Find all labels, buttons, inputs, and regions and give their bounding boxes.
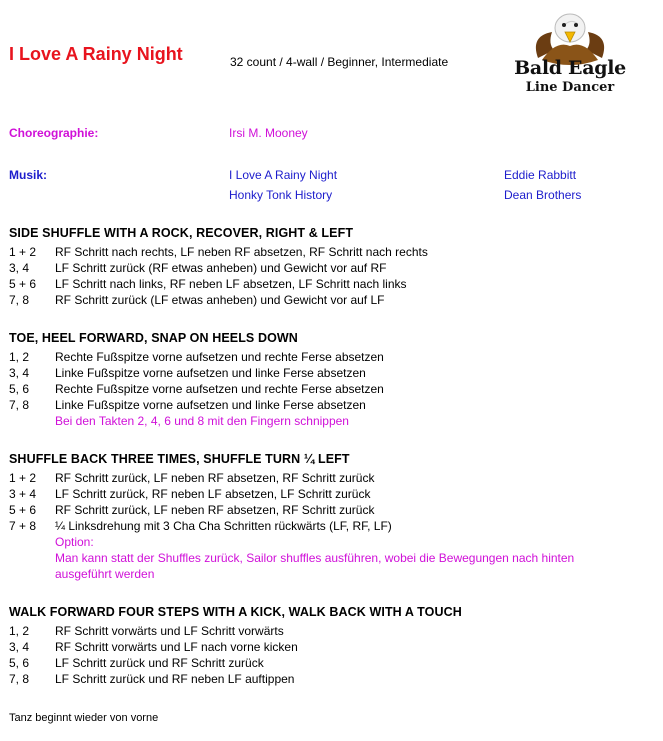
step-count: 3 + 4: [9, 487, 37, 501]
step-count: 5 + 6: [9, 503, 37, 517]
step-section-4: [9, 605, 654, 687]
logo-text-line1: Bald Eagle: [514, 57, 626, 79]
step-text: RF Schritt zurück (LF etwas anheben) und Gewicht vor auf LF: [55, 293, 385, 307]
section-heading: TOE, HEEL FORWARD, SNAP ON HEELS DOWN: [9, 331, 298, 345]
step-row: [9, 655, 654, 671]
step-text: LF Schritt zurück und RF Schritt zurück: [55, 656, 264, 670]
step-count: 3, 4: [9, 261, 30, 275]
step-section-3: [9, 452, 654, 582]
music-label: Musik:: [9, 168, 48, 182]
step-row: [9, 671, 654, 687]
step-section-2: [9, 331, 654, 429]
step-row: [9, 260, 654, 276]
step-count: 3, 4: [9, 640, 30, 654]
step-count: 5, 6: [9, 382, 30, 396]
step-text: RF Schritt nach rechts, LF neben RF absetzen, RF Schritt nach rechts: [55, 245, 428, 259]
step-row: [9, 349, 654, 365]
step-row: [9, 365, 654, 381]
choreographer-label: Choreographie:: [9, 126, 99, 140]
step-row: [9, 381, 654, 397]
step-text: Rechte Fußspitze vorne aufsetzen und rechte Ferse absetzen: [55, 350, 384, 364]
section-heading: SHUFFLE BACK THREE TIMES, SHUFFLE TURN ¼ LEFT: [9, 452, 350, 466]
logo-text-line2: Line Dancer: [525, 80, 615, 95]
step-row: [9, 470, 654, 486]
step-section-1: [9, 226, 654, 308]
step-count: 1, 2: [9, 624, 30, 638]
song-title-2: Honky Tonk History: [229, 188, 333, 202]
option-text: Man kann statt der Shuffles zurück, Sailor shuffles ausführen, wobei die Bewegungen nach hinten: [55, 551, 575, 565]
option-label: Option:: [55, 535, 94, 549]
step-row: [9, 486, 654, 502]
step-text: Linke Fußspitze vorne aufsetzen und linke Ferse absetzen: [55, 398, 366, 412]
dance-title: I Love A Rainy Night: [9, 44, 183, 64]
step-row: [9, 639, 654, 655]
step-count: 5, 6: [9, 656, 30, 670]
step-text: LF Schritt zurück, RF neben LF absetzen, LF Schritt zurück: [55, 487, 371, 501]
step-count: 7, 8: [9, 293, 30, 307]
step-count: 3, 4: [9, 366, 30, 380]
step-row: [9, 502, 654, 518]
step-count: 7 + 8: [9, 519, 37, 533]
step-text: Linke Fußspitze vorne aufsetzen und linke Ferse absetzen: [55, 366, 366, 380]
step-text: ¼ Linksdrehung mit 3 Cha Cha Schritten rückwärts (LF, RF, LF): [55, 519, 392, 533]
step-count: 1, 2: [9, 350, 30, 364]
step-row: [9, 244, 654, 260]
song-artist-1: Eddie Rabbitt: [504, 168, 577, 182]
step-text: RF Schritt vorwärts und LF nach vorne kicken: [55, 640, 298, 654]
step-row: [9, 276, 654, 292]
step-text: Rechte Fußspitze vorne aufsetzen und rechte Ferse absetzen: [55, 382, 384, 396]
step-count: 7, 8: [9, 398, 30, 412]
step-text: RF Schritt zurück, LF neben RF absetzen, RF Schritt zurück: [55, 503, 375, 517]
song-title-1: I Love A Rainy Night: [229, 168, 338, 182]
section-heading: WALK FORWARD FOUR STEPS WITH A KICK, WALK BACK WITH A TOUCH: [9, 605, 462, 619]
step-text: RF Schritt zurück, LF neben RF absetzen, RF Schritt zurück: [55, 471, 375, 485]
step-row: [9, 397, 654, 413]
choreographer-name: Irsi M. Mooney: [229, 126, 308, 140]
dance-meta: 32 count / 4-wall / Beginner, Intermediate: [230, 55, 449, 69]
section-heading: SIDE SHUFFLE WITH A ROCK, RECOVER, RIGHT & LEFT: [9, 226, 354, 240]
step-row: [9, 292, 654, 308]
step-row: [9, 518, 654, 534]
bald-eagle-logo: [508, 6, 632, 104]
option-text-cont: ausgeführt werden: [55, 567, 155, 581]
step-text: LF Schritt zurück und RF neben LF auftippen: [55, 672, 295, 686]
step-text: LF Schritt zurück (RF etwas anheben) und Gewicht vor auf RF: [55, 261, 387, 275]
step-count: 1 + 2: [9, 245, 37, 259]
step-text: RF Schritt vorwärts und LF Schritt vorwärts: [55, 624, 284, 638]
step-count: 7, 8: [9, 672, 30, 686]
step-note: Bei den Takten 2, 4, 6 und 8 mit den Fingern schnippen: [55, 414, 349, 428]
footer-note: Tanz beginnt wieder von vorne: [9, 712, 159, 724]
step-count: 1 + 2: [9, 471, 37, 485]
step-row: [9, 623, 654, 639]
step-count: 5 + 6: [9, 277, 37, 291]
step-text: LF Schritt nach links, RF neben LF absetzen, LF Schritt nach links: [55, 277, 407, 291]
song-artist-2: Dean Brothers: [504, 188, 582, 202]
